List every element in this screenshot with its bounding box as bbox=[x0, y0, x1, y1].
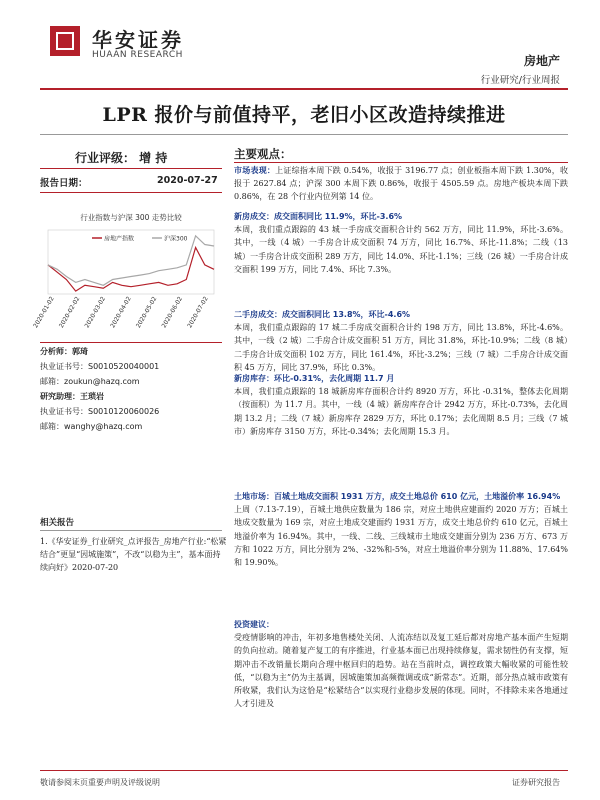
x-tick-label: 2020-02-02 bbox=[57, 295, 82, 330]
series-line-csi300 bbox=[48, 236, 214, 285]
header-divider bbox=[40, 88, 568, 90]
industry-rating: 行业评级： 增 持 bbox=[75, 151, 168, 165]
inventory-heading: 新房库存：环比-0.31%，去化周期 11.7 月 bbox=[234, 374, 395, 383]
x-tick-label: 2020-01-02 bbox=[32, 295, 56, 330]
second-hand-sales-text: 本周，我们重点跟踪的 17 城二手房成交面积合计约 198 万方，同比 13.8%，环比-4.6%。其中，一线（2 城）二手房合计成交面积 51 万方，同比 31.8%，环比-10.9%；二线（8 城）二手房合计成交面积 102 万方，同比 161.4%，环比-3.2%；三线（7 城）二手房合计成交面积 45 万方，同比 37.9%，环比 0.3%。 bbox=[234, 323, 568, 372]
logo-english-name: HUAAN RESEARCH bbox=[92, 50, 183, 60]
assistant-name: 研究助理：王琐岩 bbox=[40, 392, 104, 401]
company-logo bbox=[50, 26, 80, 56]
logo-chinese-name: 华安证券 bbox=[92, 28, 184, 52]
key-points-divider bbox=[234, 162, 568, 163]
related-divider bbox=[40, 530, 222, 531]
sector-label: 房地产 bbox=[523, 54, 560, 68]
investment-advice-heading: 投资建议： bbox=[234, 620, 274, 629]
investment-advice-text: 受疫情影响的冲击，年初多地售楼处关闭、人流冻结以及复工延后都对房地产基本面产生短期的负向拉动。随着复产复工的有序推进，行业基本面已出现持续修复，需求韧性仍有支撑，短期冲击不改销量长期向合理中枢回归的趋势。站在当前时点，调控政策大幅收紧的可能性较低，“以稳为主”仍为主基调，因城施策加高频微调或成“新常态”。近期，部分热点城市政策有所收紧，我们认为这恰是“松紧结合”以实现行业稳步发展的体现。同时，不排除未来各地通过人才引进及 bbox=[234, 633, 568, 709]
land-market-heading: 土地市场：百城土地成交面积 1931 万方，成交土地总价 610 亿元，土地溢价率 16.94% bbox=[234, 492, 561, 501]
report-title: LPR 报价与前值持平，老旧小区改造持续推进 bbox=[102, 104, 506, 126]
x-tick-label: 2020-06-02 bbox=[160, 295, 185, 330]
assistant-license: 执业证书号：S0010120060026 bbox=[40, 407, 160, 416]
second-hand-sales-section bbox=[234, 308, 568, 374]
assistant-email: 邮箱：wanghy@hazq.com bbox=[40, 422, 143, 431]
investment-advice-section bbox=[234, 618, 568, 710]
market-performance-paragraph: 市场表现：上证综指本周下跌 0.54%，收报于 3196.77 点；创业板指本周下跌 1.30%，收报于 2627.84 点；沪深 300 本周下跌 0.86%，收报于 4505.59 点。房地产板块本周下跌 0.86%，在 28 个行业内位列第 14 位。 bbox=[234, 166, 568, 202]
footer-divider bbox=[40, 770, 568, 771]
land-market-section bbox=[234, 490, 568, 569]
x-tick-label: 2020-04-02 bbox=[109, 295, 133, 330]
report-type: 行业研究/行业周报 bbox=[480, 75, 560, 86]
footer-report-label: 证券研究报告 bbox=[512, 778, 560, 787]
analyst-license: 执业证书号：S0010520040001 bbox=[40, 362, 160, 371]
series-line-property-index bbox=[48, 248, 214, 292]
date-divider bbox=[40, 192, 222, 193]
x-tick-label: 2020-07-02 bbox=[186, 295, 210, 330]
second-hand-sales-heading: 二手房成交：成交面积同比 13.8%，环比-4.6% bbox=[234, 310, 411, 319]
inventory-section bbox=[234, 372, 568, 438]
x-tick-label: 2020-05-02 bbox=[134, 295, 159, 330]
inventory-text: 本周，我们重点跟踪的 18 城新房库存面积合计约 8920 万方，环比 -0.31%，整体去化周期（按面积）为 11.7 月。其中，一线（4 城）新房库存合计 2942 万方，环比-0.73%，去化周期 13.2 月；二线（7 城）新房库存 2829 万方，环比 0.17%；去化周期 8.5 月；三线（7 城市）新房库存 3150 万方，环比-0.34%；去化周期 15.3 月。 bbox=[234, 387, 568, 436]
legend-label-1: 沪深300 bbox=[164, 235, 188, 243]
x-tick-label: 2020-03-02 bbox=[83, 295, 108, 330]
rating-divider bbox=[40, 168, 222, 169]
new-home-sales-heading: 新房成交：成交面积同比 11.9%，环比-3.6% bbox=[234, 212, 403, 221]
land-market-text: 上周（7.13-7.19），百城土地供应数量为 186 宗，对应土地供应建面约 2020 万方；百城土地成交数量为 169 宗，对应土地成交建面约 1931 万方，成交土地总价约 610 亿元，百城土地溢价率为 16.94%。其中，一线、二线、三线城市土地成交建面分别为 236 万方、673 万方和 1022 万方，同比分别为 2%、-32%和-5%，对应土地溢价率分别为 11.88%、17.64%和 19.90%。 bbox=[234, 505, 568, 568]
report-date-value: 2020-07-27 bbox=[157, 175, 218, 186]
new-home-sales-section bbox=[234, 210, 568, 276]
analyst-name: 分析师：郭琦 bbox=[40, 347, 88, 356]
new-home-sales-text: 本周，我们重点跟踪的 43 城一手房成交面积合计约 562 万方，同比 11.9%，环比-3.6%。其中，一线（4 城）一手房合计成交面积 74 万方，同比 16.7%、环比-11.8%；二线（13 城）一手房合计成交面积 289 万方，同比 14.0%、环比-1.1%；三线（26 城）一手房合计成交面积 199 万方，同比 7.4%、环比 7.3%。 bbox=[234, 225, 568, 274]
key-points-heading: 主要观点： bbox=[234, 147, 292, 161]
title-divider bbox=[40, 134, 568, 135]
chart-divider bbox=[40, 342, 222, 343]
index-comparison-chart bbox=[32, 224, 222, 340]
report-date-label: 报告日期： bbox=[40, 178, 88, 189]
related-report-link[interactable]: 1.《华安证券_行业研究_点评报告_房地产行业:“松紧结合”更显“因城施策”，不改“以稳为主”，基本面持续向好》2020-07-20 bbox=[40, 537, 227, 572]
legend-label-0: 房地产指数 bbox=[104, 235, 135, 243]
chart-title: 行业指数与沪深 300 走势比较 bbox=[80, 213, 182, 222]
footer-disclaimer: 敬请参阅末页重要声明及评级说明 bbox=[40, 778, 160, 787]
related-reports-heading: 相关报告 bbox=[40, 518, 75, 528]
analyst-email: 邮箱：zoukun@hazq.com bbox=[40, 377, 140, 386]
